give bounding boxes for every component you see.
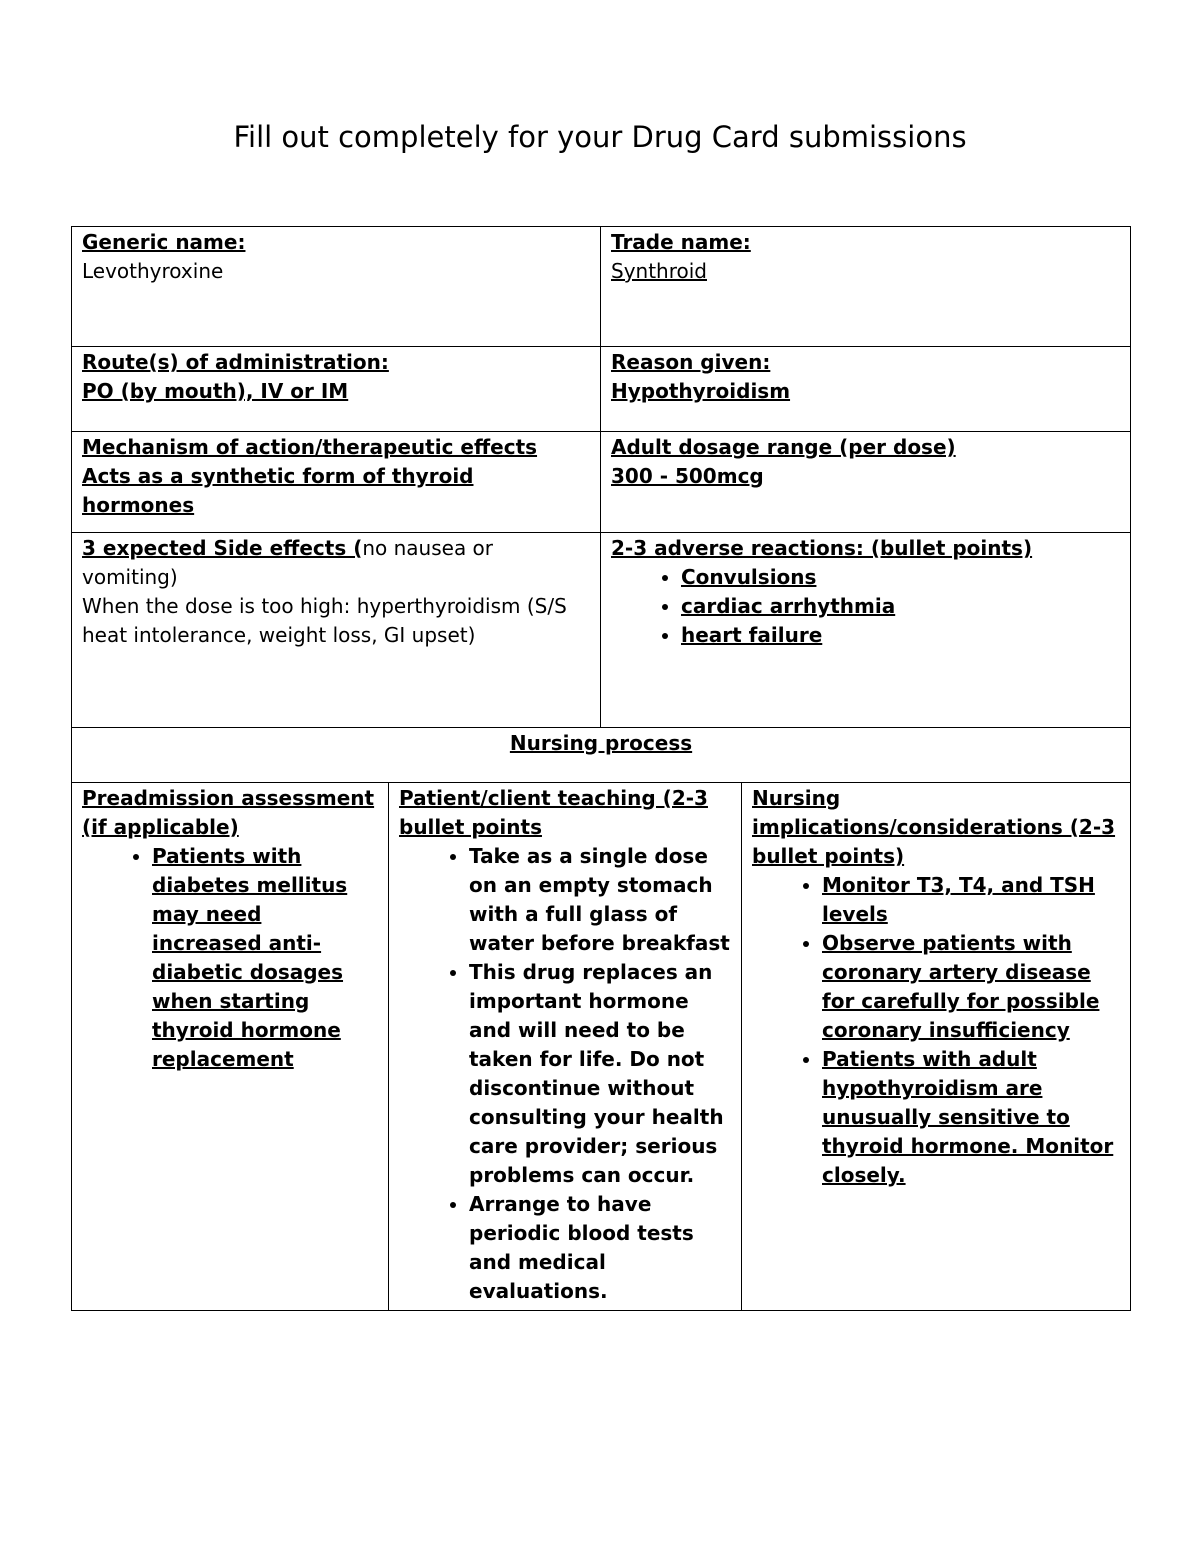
side-effects-note: no nausea or vomiting) (82, 536, 494, 589)
implications-item: • Patients with adult hypothyroidism are unusually sensitive to thyroid hormone. Monitor closely. (822, 1045, 1120, 1190)
route-value: PO (by mouth), IV or IM (82, 379, 349, 403)
teaching-item: • Arrange to have periodic blood tests and medical evaluations. (469, 1190, 731, 1306)
row-mechanism (72, 432, 1131, 533)
mechanism-value: Acts as a synthetic form of thyroid hormones (82, 464, 474, 517)
row-effects (72, 533, 1131, 728)
side-effects-cell (72, 533, 601, 728)
preadmission-label: Preadmission assessment (if applicable) (82, 786, 375, 839)
teaching-cell (389, 783, 742, 1311)
adverse-item: • heart failure (681, 621, 1120, 650)
teaching-label: Patient/client teaching (2-3 bullet points (399, 786, 708, 839)
adverse-item: • Convulsions (681, 563, 1120, 592)
teaching-list (399, 842, 731, 1306)
implications-item: • Observe patients with coronary artery disease for carefully for possible coronary insufficiency (822, 929, 1120, 1045)
generic-name-label: Generic name: (82, 230, 246, 254)
adverse-cell (601, 533, 1131, 728)
page-title: Fill out completely for your Drug Card submissions (233, 120, 967, 154)
route-label: Route(s) of administration: (82, 350, 389, 374)
reason-value: Hypothyroidism (611, 379, 791, 403)
drug-card-table (71, 226, 1131, 1311)
trade-name-value: Synthroid (611, 259, 707, 283)
adverse-label: 2-3 adverse reactions: (bullet points) (611, 536, 1033, 560)
mechanism-cell (72, 432, 601, 533)
adverse-list (611, 563, 1120, 650)
preadmission-list (82, 842, 378, 1074)
implications-cell (742, 783, 1131, 1311)
row-nursing-details (72, 783, 1131, 1311)
implications-label: Nursing implications/considerations (2-3 bullet points) (752, 786, 1116, 868)
reason-cell (601, 347, 1131, 432)
generic-name-cell (72, 227, 601, 347)
reason-label: Reason given: (611, 350, 771, 374)
side-effects-heading (82, 534, 590, 592)
trade-name-cell (601, 227, 1131, 347)
teaching-item: • Take as a single dose on an empty stomach with a full glass of water before breakfast (469, 842, 731, 958)
side-effects-value: When the dose is too high: hyperthyroidism (S/S heat intolerance, weight loss, GI upset) (82, 594, 567, 647)
row-names (72, 227, 1131, 347)
dosage-label: Adult dosage range (per dose) (611, 435, 956, 459)
adverse-item: • cardiac arrhythmia (681, 592, 1120, 621)
nursing-process-cell (72, 728, 1131, 783)
preadmission-cell (72, 783, 389, 1311)
implications-item: • Monitor T3, T4, and TSH levels (822, 871, 1120, 929)
teaching-item: • This drug replaces an important hormone and will need to be taken for life. Do not discontinue without consulting your health care provider; serious problems can occur. (469, 958, 731, 1190)
mechanism-label: Mechanism of action/therapeutic effects (82, 435, 538, 459)
generic-name-value: Levothyroxine (82, 259, 224, 283)
row-route (72, 347, 1131, 432)
nursing-process-heading: Nursing process (509, 731, 693, 755)
route-cell (72, 347, 601, 432)
trade-name-label: Trade name: (611, 230, 751, 254)
implications-list (752, 871, 1120, 1190)
row-nursing-process (72, 728, 1131, 783)
side-effects-label: 3 expected Side effects ( (82, 536, 363, 560)
dosage-cell (601, 432, 1131, 533)
preadmission-item: • Patients with diabetes mellitus may need increased anti-diabetic dosages when starting thyroid hormone replacement (152, 842, 378, 1074)
dosage-value: 300 - 500mcg (611, 464, 764, 488)
